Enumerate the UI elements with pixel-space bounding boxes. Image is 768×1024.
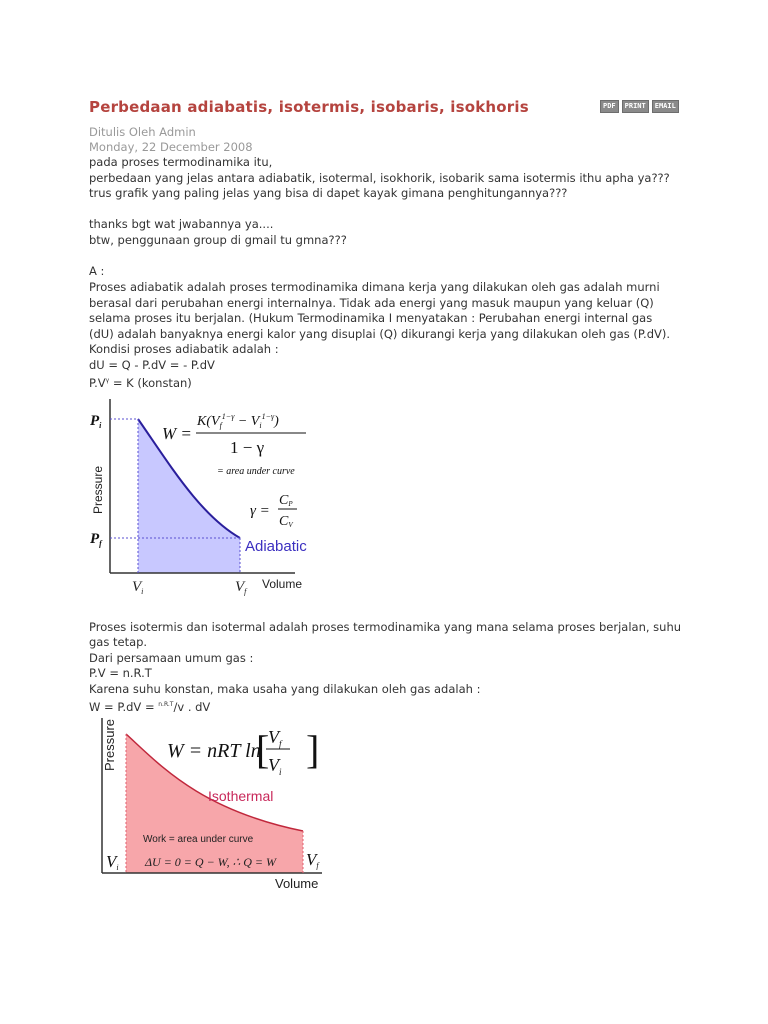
answer-line: (dU) adalah banyaknya energi kalor yang disuplai (Q) dikurangi kerja yang dilakukan oleh gas (P.dV).: [89, 327, 671, 341]
article-actions: [600, 100, 679, 113]
pi-label: $P_i$: [90, 413, 102, 430]
x-axis-label: Volume: [262, 577, 303, 591]
article-author: Ditulis Oleh Admin: [89, 125, 196, 139]
svg-text:Vi: $V_i$: [268, 755, 282, 777]
x-axis-label: Volume: [275, 876, 319, 891]
y-axis-label: Pressure: [102, 718, 117, 772]
answer-line: gas tetap.: [89, 635, 148, 649]
question-line: perbedaan yang jelas antara adiabatik, isotermal, isokhorik, isobarik sama isotermis ithu apha ya???: [89, 171, 670, 185]
answer-line: Proses isotermis dan isotermal adalah proses termodinamika yang mana selama proses berjalan, suhu: [89, 620, 682, 634]
vi-label: $V_i$: [132, 579, 144, 596]
work-formula-lhs: W =: [162, 424, 192, 443]
eq-part: /v . dV: [173, 700, 211, 714]
question-line: btw, penggunaan group di gmail tu gmna???: [89, 233, 347, 247]
answer-line: Kondisi proses adiabatik adalah :: [89, 342, 279, 356]
answer-line: Dari persamaan umum gas :: [89, 651, 254, 665]
answer-label: A :: [89, 264, 105, 278]
svg-text:Vf: $V_f$: [268, 727, 282, 749]
eq-part: P.V: [89, 376, 106, 390]
answer-line: Karena suhu konstan, maka usaha yang dilakukan oleh gas adalah :: [89, 682, 481, 696]
answer-line: P.V = n.R.T: [89, 666, 152, 680]
answer-line: dU = Q - P.dV = - P.dV: [89, 358, 215, 372]
vf-label: $V_f$: [235, 579, 247, 596]
eq-superscript: n.R.T: [158, 701, 174, 708]
svg-text:CV: CV: [279, 514, 293, 529]
energy-note: ΔU = 0 = Q − W, ∴ Q = W: [145, 855, 276, 869]
svg-text:]: ]: [306, 727, 320, 772]
svg-text:CP: CP: [279, 493, 293, 508]
isothermal-diagram: [90, 715, 330, 895]
question-line: pada proses termodinamika itu,: [89, 155, 273, 169]
work-note: Work = area under curve: [143, 834, 254, 845]
question-line: trus grafik yang paling jelas yang bisa di dapet kayak gimana penghitungannya???: [89, 186, 568, 200]
svg-text:K(Vf1−γ − Vi1−γ): $K(V_f^{1-\gamma} - V_i^{1-\gamma})$: [197, 412, 279, 430]
answer-line: berasal dari perubahan energi internalnya. Tidak ada energi yang masuk maupun yang keluar (Q): [89, 296, 654, 310]
adiabatic-diagram: [80, 395, 320, 600]
adiabatic-curve-label: Adiabatic: [245, 538, 307, 555]
article-date: Monday, 22 December 2008: [89, 140, 253, 154]
pv-gamma-equation: [89, 373, 192, 392]
answer-line: Proses adiabatik adalah proses termodinamika dimana kerja yang dilakukan oleh gas adalah murni: [89, 280, 660, 294]
question-line: thanks bgt wat jwabannya ya....: [89, 217, 274, 231]
answer-line: selama proses itu berjalan. (Hukum Termodinamika I menyatakan : Perubahan energi internal gas: [89, 311, 653, 325]
vf-label: Vf: [306, 850, 319, 870]
article-title: Perbedaan adiabatis, isotermis, isobaris, isokhoris: [89, 98, 529, 116]
work-equation: [89, 697, 210, 716]
svg-text:[: [: [256, 727, 270, 772]
eq-part: W = P.dV =: [89, 700, 159, 714]
email-button[interactable]: EMAIL: [652, 100, 679, 113]
vi-label: Vi: [106, 852, 119, 872]
print-button[interactable]: PRINT: [622, 100, 649, 113]
work-formula: W = nRT ln: [167, 740, 261, 762]
eq-superscript: γ: [105, 377, 110, 384]
y-axis-label: Pressure: [91, 465, 105, 515]
pdf-button[interactable]: PDF: [600, 100, 619, 113]
pf-label: $P_f$: [90, 531, 102, 548]
gamma-lhs: γ =: [250, 503, 270, 519]
isothermal-curve-label: Isothermal: [208, 788, 274, 804]
eq-part: = K (konstan): [109, 376, 192, 390]
area-note: = area under curve: [217, 466, 295, 477]
work-formula-denominator: 1 − γ: [230, 438, 265, 457]
